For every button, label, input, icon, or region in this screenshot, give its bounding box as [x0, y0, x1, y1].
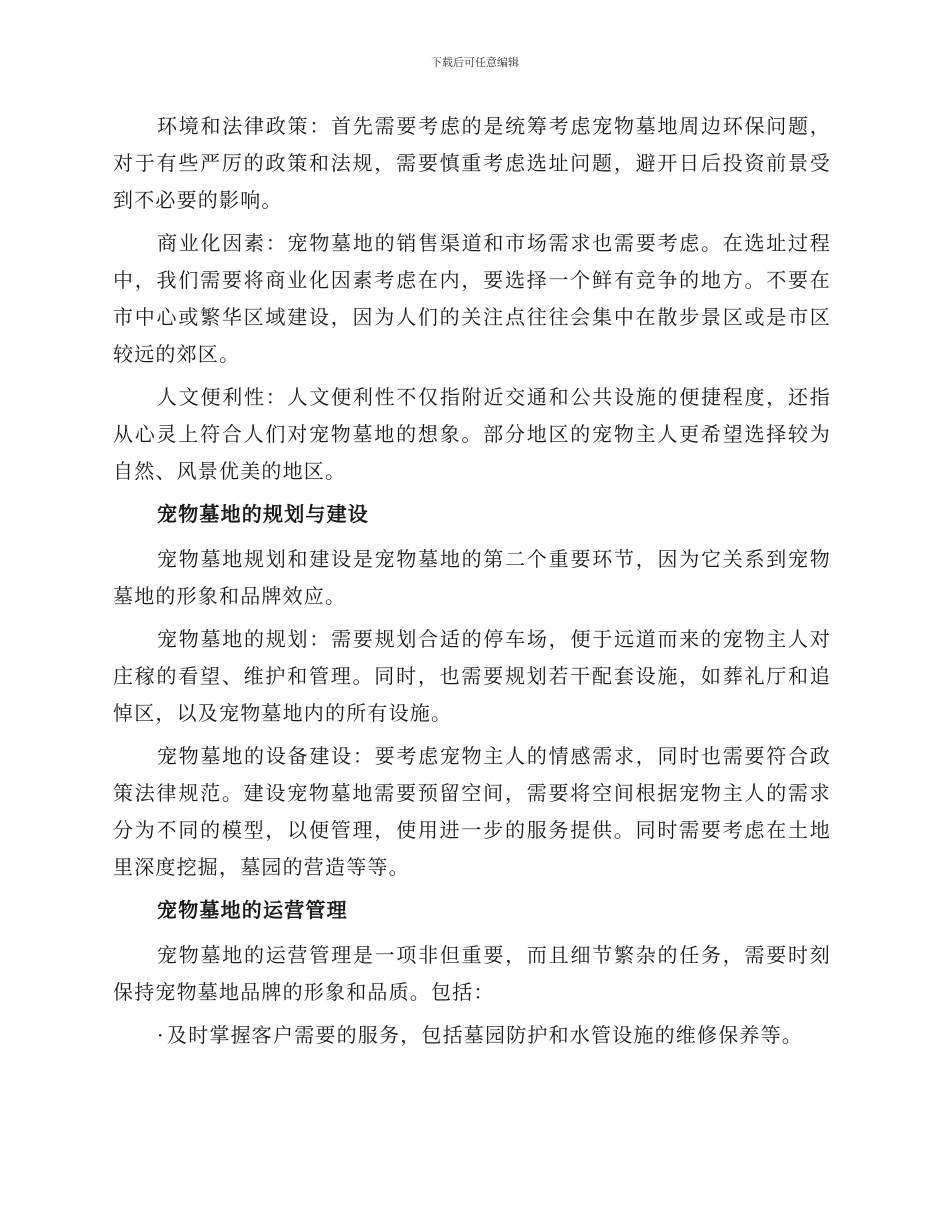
- section-heading-planning: 宠物墓地的规划与建设: [157, 502, 369, 526]
- paragraph-planning: 宠物墓地的规划：需要规划合适的停车场，便于远道而来的宠物主人对庄稼的看望、维护和管理。同时，也需要规划若干配套设施，如葬礼厅和追悼区，以及宠物墓地内的所有设施。: [113, 627, 831, 725]
- section-heading-operations: 宠物墓地的运营管理: [157, 898, 348, 922]
- header-note: 下载后可任意编辑: [431, 56, 519, 69]
- paragraph-planning-intro: 宠物墓地规划和建设是宠物墓地的第二个重要环节，因为它关系到宠物墓地的形象和品牌效应。: [113, 547, 831, 608]
- list-item: [113, 1017, 831, 1054]
- bullet-marker: ·: [157, 1023, 165, 1047]
- paragraph-humanity-convenience: 人文便利性：人文便利性不仅指附近交通和公共设施的便捷程度，还指从心灵上符合人们对宠物墓地的想象。部分地区的宠物主人更希望选择较为自然、风景优美的地区。: [113, 385, 831, 483]
- list-item-text: 及时掌握客户需要的服务，包括墓园防护和水管设施的维修保养等。: [167, 1023, 803, 1047]
- document-body: [113, 108, 831, 1054]
- paragraph-environment-law: 环境和法律政策：首先需要考虑的是统筹考虑宠物墓地周边环保问题，对于有些严厉的政策和法规，需要慎重考虑选址问题，避开日后投资前景受到不必要的影响。: [113, 114, 831, 212]
- paragraph-operations-intro: 宠物墓地的运营管理是一项非但重要，而且细节繁杂的任务，需要时刻保持宠物墓地品牌的形象和品质。包括：: [113, 943, 831, 1004]
- paragraph-equipment: 宠物墓地的设备建设：要考虑宠物主人的情感需求，同时也需要符合政策法律规范。建设宠物墓地需要预留空间，需要将空间根据宠物主人的需求分为不同的模型，以便管理，使用进一步的服务提供。同时需要考虑在土地里深度挖掘，墓园的营造等等。: [113, 744, 831, 879]
- paragraph-commercial-factors: 商业化因素：宠物墓地的销售渠道和市场需求也需要考虑。在选址过程中，我们需要将商业化因素考虑在内，要选择一个鲜有竞争的地方。不要在市中心或繁华区域建设，因为人们的关注点往往会集中在散步景区或是市区较远的郊区。: [113, 231, 831, 366]
